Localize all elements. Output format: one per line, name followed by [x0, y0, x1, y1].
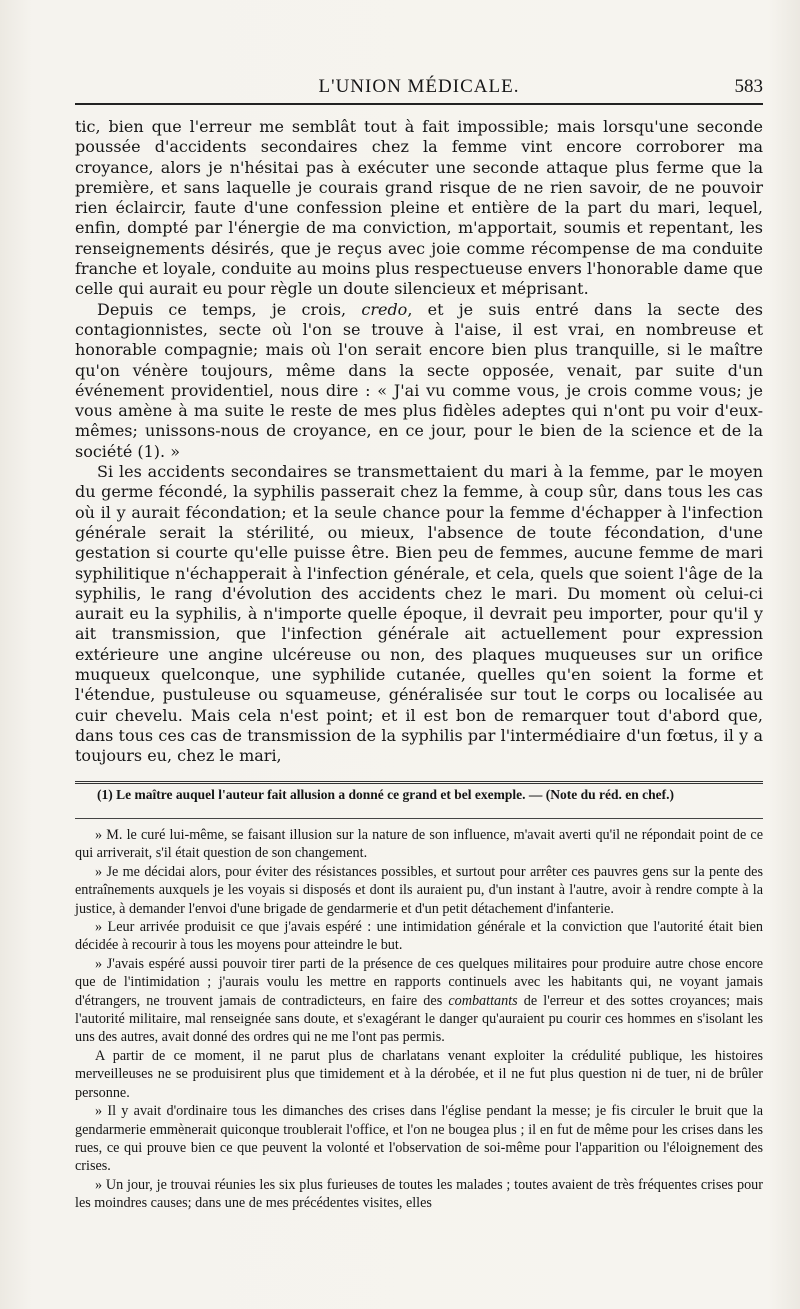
- main-paragraph-2: [75, 300, 763, 462]
- feuilleton-text: [75, 826, 763, 1213]
- combattants-word: combattants: [448, 992, 518, 1009]
- feuilleton-paragraph-7: » Un jour, je trouvai réunies les six plus furieuses de toutes les malades ; toutes avaient de très fréquentes crises pour les moindres causes; dans une de mes précédentes visites, elles: [75, 1176, 763, 1212]
- section-rule: [75, 818, 763, 819]
- main-paragraph-2-rest: , et je suis entré dans la secte des contagionnistes, secte où l'on se trouve à l'aise, il est vrai, en nombreuse et honorable compagnie; mais où l'on serait encore bien plus tranquille, si le maître qu'on vénère toujours, même dans la secte opposée, venait, par suite d'un événement providentiel, nous dire : « J'ai vu comme vous, je crois comme vous; je vous amène à ma suite le reste de mes plus fidèles adeptes qui n'ont pu voir d'eux-mêmes; unissons-nous de croyance, en ce jour, pour le bien de la science et de la société (1). »: [75, 299, 763, 461]
- feuilleton-paragraph-1: » M. le curé lui-même, se faisant illusion sur la nature de son influence, m'avait averti qu'il ne répondait point de ce qui arriverait, s'il était question de son changement.: [75, 827, 763, 862]
- feuilleton-paragraph-5: A partir de ce moment, il ne parut plus de charlatans venant exploiter la crédulité publique, les histoires merveilleuses ne se produisirent plus que timidement et à la dérobée, et il ne fut plus question ni de tuer, ni de brûler personne.: [75, 1047, 763, 1101]
- page-number: 583: [734, 76, 763, 97]
- feuilleton-paragraph-4-lead: » J'avais espéré aussi pouvoir tirer parti de la présence de ces quelques militaires pour produire autre chose encore que de l'intimidation ; j'aurais voulu les mettre en rapports continuels avec les habitants qui, ne voyant jamais d'étrangers, ne trouvent jamais de contradicteurs, en faire des: [75, 955, 763, 1009]
- feuilleton-paragraph-3: » Leur arrivée produisit ce que j'avais espéré : une intimidation générale et la conviction que l'autorité était bien décidée à recourir à tous les moyens pour atteindre le but.: [75, 919, 763, 954]
- feuilleton-paragraph-4: [75, 955, 763, 1047]
- main-paragraph-1: tic, bien que l'erreur me semblât tout à fait impossible; mais lorsqu'une seconde poussée d'accidents secondaires chez la femme vint encore corroborer ma croyance, alors je n'hésitai pas à exécuter une seconde attaque plus ferme que la première, et sans laquelle je courais grand risque de ne rien savoir, de ne pouvoir rien éclaircir, faute d'une confession pleine et entière de la part du mari, lequel, enfin, dompté par l'énergie de ma conviction, m'apportait, soumis et repentant, les renseignements désirés, que je reçus avec joie comme récompense de ma conduite franche et loyale, conduite au moins plus respectueuse envers l'honorable dame que celle qui aurait eu pour règle un doute silencieux et méprisant.: [75, 117, 763, 299]
- footnote: (1) Le maître auquel l'auteur fait allusion a donné ce grand et bel exemple. — (Note du réd. en chef.): [97, 787, 674, 802]
- feuilleton-paragraph-2: » Je me décidai alors, pour éviter des résistances possibles, et surtout pour arrêter ces pauvres gens sur la pente des entraînements auxquels je les voyais si disposés et dont ils auraient pu, d'un instant à l'autre, avoir à rendre compte à la justice, à demander l'envoi d'une brigade de gendarmerie et d'un petit détachement d'infanterie.: [75, 863, 763, 917]
- feuilleton-paragraph-6: » Il y avait d'ordinaire tous les dimanches des crises dans l'église pendant la messe; je fis circuler le bruit que la gendarmerie emmènerait quiconque troublerait l'office, et l'on ne bougea plus ; il en fut de même pour les crises dans les rues, ce qui prouve bien ce que peuvent la volonté et l'observation de soi-même pour l'apparition ou l'éloignement des crises.: [75, 1103, 763, 1175]
- feuilleton-paragraph-4-rest: de l'erreur et des sottes croyances; mais l'autorité militaire, mal renseignée sans doute, et s'exagérant le danger qu'auraient pu courir ces hommes en s'isolant les uns des autres, avait donné des ordres qui ne me l'ont pas permis.: [75, 992, 763, 1046]
- header-rule: [75, 103, 763, 105]
- page-header: [75, 74, 763, 100]
- running-title: L'UNION MÉDICALE.: [318, 76, 520, 97]
- main-paragraph-3: Si les accidents secondaires se transmettaient du mari à la femme, par le moyen du germe fécondé, la syphilis passerait chez la femme, à coup sûr, dans tous les cas où il y aurait fécondation; et la seule chance pour la femme d'échapper à l'infection générale serait la stérilité, ou mieux, l'absence de toute fécondation, d'une gestation si courte qu'elle puisse être. Bien peu de femmes, aucune femme de mari syphilitique n'échapperait à l'infection générale, et cela, quels que soient l'âge de la syphilis, le rang d'évolution des accidents chez le mari. Du moment où celui-ci aurait eu la syphilis, à n'importe quelle époque, il devrait peu importer, pour qu'il y ait transmission, que l'infection générale ait actuellement pour expression extérieure une angine ulcéreuse ou non, des plaques muqueuses sur un orifice muqueux quelconque, une syphilide cutanée, quelles qu'en soient la forme et l'étendue, pustuleuse ou squameuse, généralisée sur tout le corps ou localisée au cuir chevelu. Mais cela n'est point; et il est bon de remarquer tout d'abord que, dans tous ces cas de transmission de la syphilis par l'intermédiaire d'un fœtus, il y a toujours eu, chez le mari,: [75, 462, 763, 766]
- credo-word: credo: [361, 299, 408, 319]
- main-paragraph-2-lead: Depuis ce temps, je crois,: [97, 299, 362, 319]
- footnote-rule: [75, 781, 763, 784]
- main-text: [75, 117, 763, 767]
